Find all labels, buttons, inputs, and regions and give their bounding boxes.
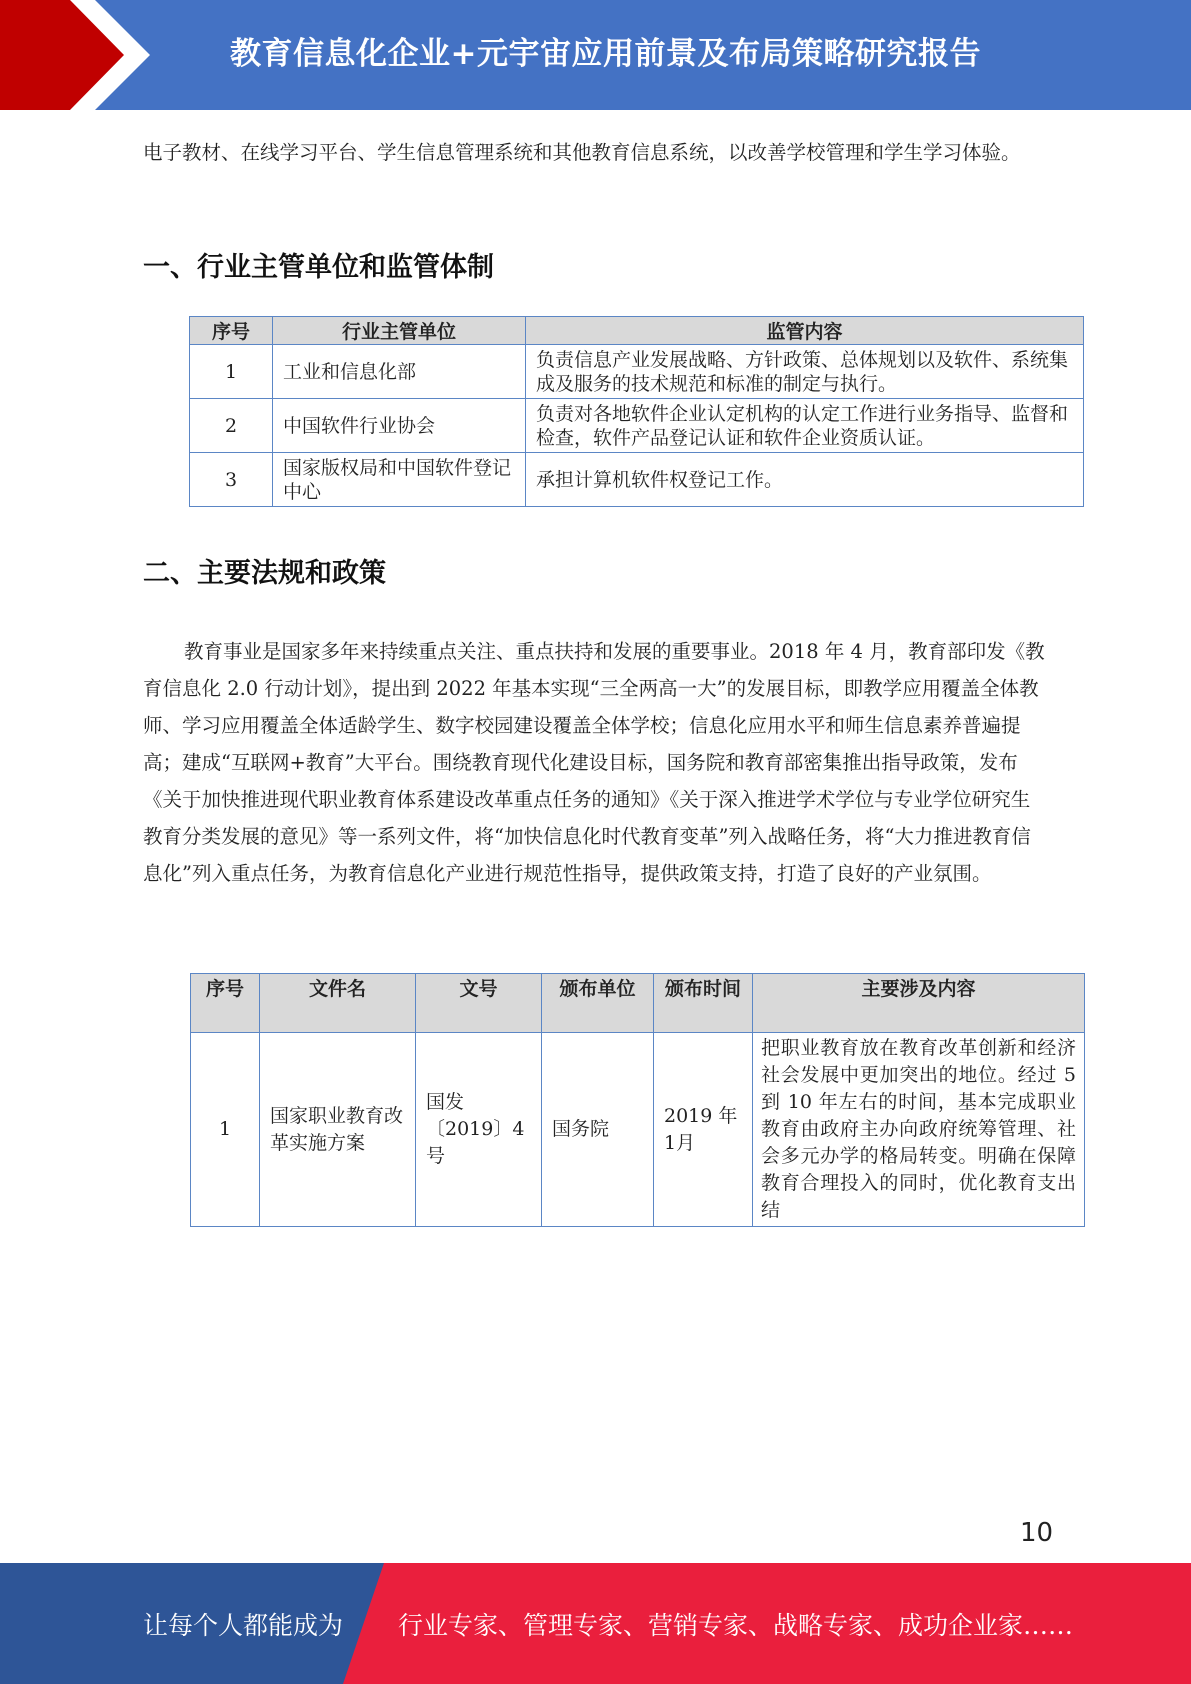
policy-table bbox=[190, 973, 1085, 1227]
section2-heading: 二、主要法规和政策 bbox=[143, 558, 386, 589]
table-header-cell: 主要涉及内容 bbox=[753, 974, 1085, 1033]
table-cell: 负责对各地软件企业认定机构的认定工作进行业务指导、监督和检查，软件产品登记认证和软件企业资质认证。 bbox=[526, 399, 1084, 453]
page-header bbox=[0, 0, 1191, 110]
table-row bbox=[190, 453, 1084, 507]
page-number: 10 bbox=[1020, 1518, 1054, 1548]
table-header-cell: 文件名 bbox=[260, 974, 416, 1033]
table-cell: 承担计算机软件权登记工作。 bbox=[526, 453, 1084, 507]
table-row bbox=[190, 345, 1084, 399]
table-cell: 工业和信息化部 bbox=[273, 345, 526, 399]
table-cell: 中国软件行业协会 bbox=[273, 399, 526, 453]
table-cell: 2019 年 1月 bbox=[654, 1033, 753, 1227]
table-header-cell: 颁布时间 bbox=[654, 974, 753, 1033]
table-cell: 国家职业教育改革实施方案 bbox=[260, 1033, 416, 1227]
table-cell: 国发〔2019〕4号 bbox=[416, 1033, 542, 1227]
table-cell: 负责信息产业发展战略、方针政策、总体规划以及软件、系统集成及服务的技术规范和标准的制定与执行。 bbox=[526, 345, 1084, 399]
footer-slogan-right: 行业专家、管理专家、营销专家、战略专家、成功企业家…… bbox=[398, 1611, 1074, 1640]
table-header-cell: 序号 bbox=[191, 974, 260, 1033]
page-footer bbox=[0, 1563, 1191, 1684]
table-header-cell: 文号 bbox=[416, 974, 542, 1033]
table-header-row bbox=[190, 317, 1084, 345]
table-cell: 国家版权局和中国软件登记中心 bbox=[273, 453, 526, 507]
table-header-cell: 监管内容 bbox=[526, 317, 1084, 345]
table-header-cell: 行业主管单位 bbox=[273, 317, 526, 345]
table-cell: 2 bbox=[190, 399, 273, 453]
table-header-cell: 颁布单位 bbox=[542, 974, 654, 1033]
table-cell: 把职业教育放在教育改革创新和经济社会发展中更加突出的地位。经过 5 到 10 年左右的时间，基本完成职业教育由政府主办向政府统筹管理、社会多元办学的格局转变。明确在保障教育合理投入的同时，优化教育支出结 bbox=[753, 1033, 1085, 1227]
table-row bbox=[190, 399, 1084, 453]
table-cell: 1 bbox=[191, 1033, 260, 1227]
table-cell: 3 bbox=[190, 453, 273, 507]
section1-heading: 一、行业主管单位和监管体制 bbox=[143, 252, 494, 283]
header-title: 教育信息化企业+元宇宙应用前景及布局策略研究报告 bbox=[230, 36, 981, 72]
footer-slogan-left: 让每个人都能成为 bbox=[143, 1611, 344, 1640]
table-cell: 国务院 bbox=[542, 1033, 654, 1227]
table-cell: 1 bbox=[190, 345, 273, 399]
table-header-cell: 序号 bbox=[190, 317, 273, 345]
intro-paragraph: 电子教材、在线学习平台、学生信息管理系统和其他教育信息系统，以改善学校管理和学生学习体验。 bbox=[143, 141, 1021, 164]
policy-paragraph: 教育事业是国家多年来持续重点关注、重点扶持和发展的重要事业。2018 年 4 月，教育部印发《教育信息化 2.0 行动计划》，提出到 2022 年基本实现“三全两高一大”的发展目标，即教学应用覆盖全体教师、学习应用覆盖全体适龄学生、数字校园建设覆盖全体学校；信息化应用水平和师生信息素养普遍提高；建成“互联网+教育”大平台。围绕教育现代化建设目标，国务院和教育部密集推出指导政策，发布《关于加快推进现代职业教育体系建设改革重点任务的通知》《关于深入推进学术学位与专业学位研究生教育分类发展的意见》等一系列文件，将“加快信息化时代教育变革”列入战略任务，将“大力推进教育信息化”列入重点任务，为教育信息化产业进行规范性指导，提供政策支持，打造了良好的产业氛围。 bbox=[143, 640, 1045, 885]
regulator-table bbox=[189, 316, 1084, 507]
table-row bbox=[191, 1033, 1085, 1227]
table-header-row bbox=[191, 974, 1085, 1033]
